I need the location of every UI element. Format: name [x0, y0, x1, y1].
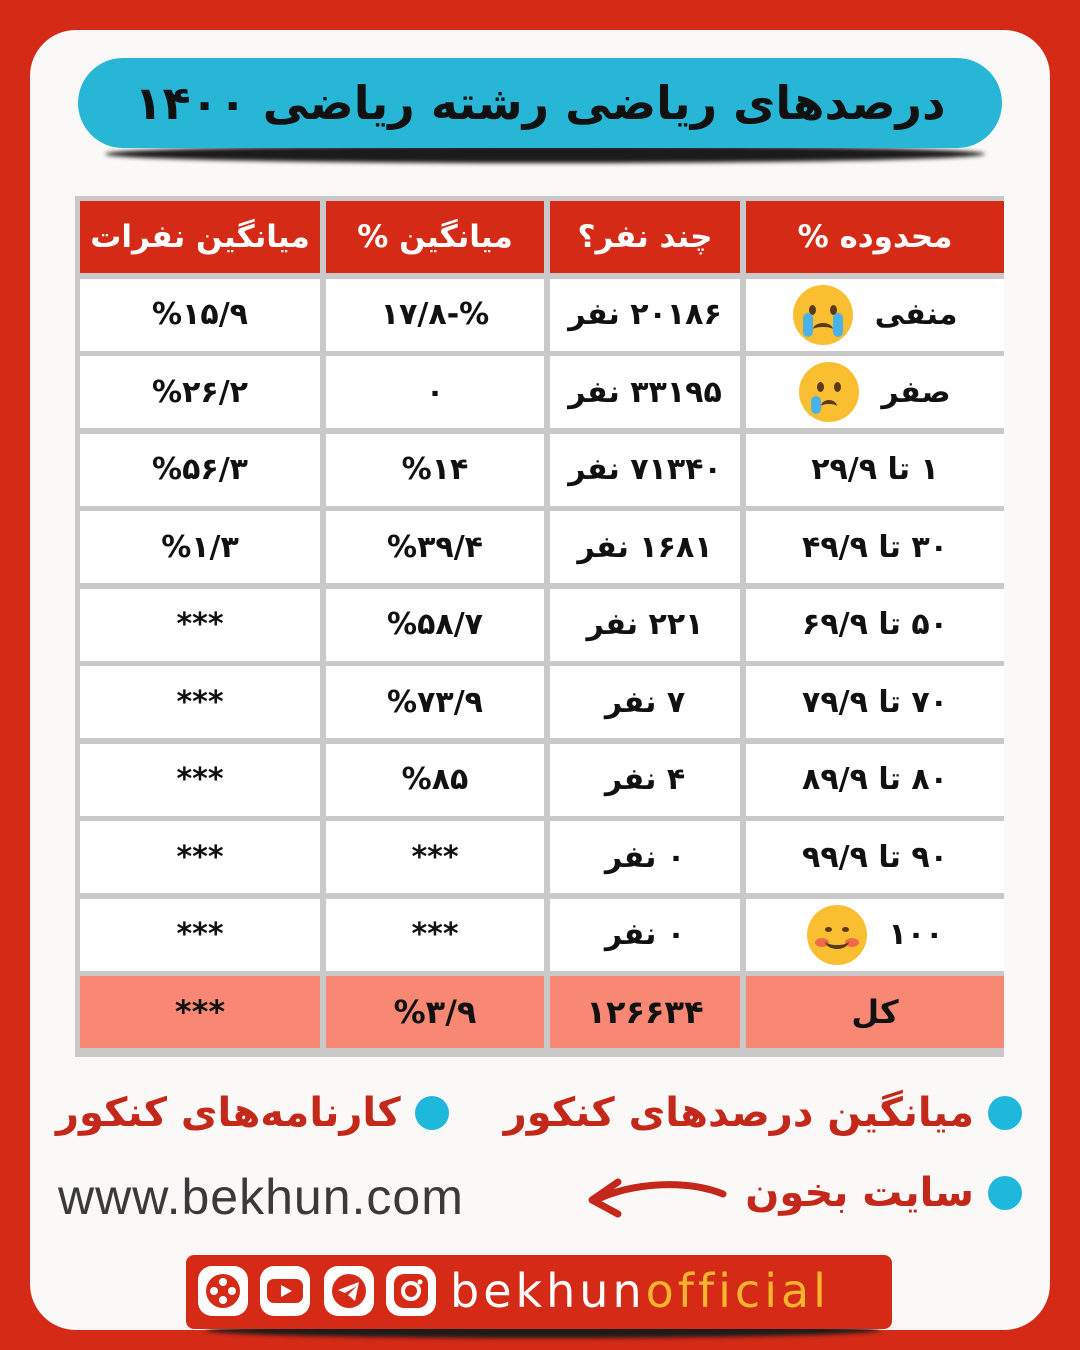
header-avg-percent: میانگین %: [326, 201, 544, 273]
range-label: ۸۰ تا ۸۹/۹: [802, 762, 948, 797]
cell-avg-percent: %۳۹/۴: [326, 511, 544, 583]
cell-count: ۷۱۳۴۰ نفر: [550, 434, 740, 506]
link-report-cards-label: کارنامه‌های کنکور: [56, 1090, 401, 1136]
cell-range: [746, 589, 1004, 661]
brand-part1: bekhun: [450, 1264, 646, 1318]
cell-count: ۴ نفر: [550, 744, 740, 816]
cell-range: [746, 356, 1004, 428]
cell-avg-people: ***: [80, 589, 320, 661]
cell-avg-people: %۱۵/۹: [80, 279, 320, 351]
cell-avg-percent: %۵۸/۷: [326, 589, 544, 661]
cell-count: ۱۶۸۱ نفر: [550, 511, 740, 583]
cell-range: [746, 434, 1004, 506]
total-avg-people: ***: [80, 976, 320, 1048]
sad-tear-face-icon: [799, 362, 859, 422]
link-report-cards[interactable]: [56, 1090, 449, 1136]
total-count: ۱۲۶۶۳۴: [550, 976, 740, 1048]
cell-count: ۳۳۱۹۵ نفر: [550, 356, 740, 428]
link-site[interactable]: [745, 1170, 1022, 1216]
cell-avg-percent: ***: [326, 821, 544, 893]
range-label: صفر: [881, 374, 951, 410]
cell-count: ۲۲۱ نفر: [550, 589, 740, 661]
cell-count: ۰ نفر: [550, 899, 740, 971]
crying-face-icon: [793, 285, 853, 345]
range-label: ۷۰ تا ۷۹/۹: [802, 684, 948, 720]
percent-table: [75, 196, 1004, 1057]
range-label: ۱۰۰: [888, 917, 944, 952]
cell-avg-people: %۵۶/۳: [80, 434, 320, 506]
cell-range: [746, 899, 1004, 971]
link-site-label: سایت بخون: [745, 1170, 974, 1216]
brand-handle: [450, 1262, 830, 1320]
range-label: ۵۰ تا ۶۹/۹: [802, 607, 948, 642]
cell-count: ۰ نفر: [550, 821, 740, 893]
header-avg-people: میانگین نفرات: [80, 201, 320, 273]
cell-range: [746, 511, 1004, 583]
cell-count: ۷ نفر: [550, 666, 740, 738]
telegram-icon[interactable]: [324, 1266, 374, 1316]
bullet-dot-icon: [988, 1176, 1022, 1210]
cell-avg-percent: ***: [326, 899, 544, 971]
page-title: درصدهای ریاضی رشته ریاضی ۱۴۰۰: [78, 58, 1002, 148]
cell-range: [746, 666, 1004, 738]
brand-part2: official: [645, 1264, 830, 1318]
header-range: محدوده %: [746, 201, 1004, 273]
cell-range: [746, 744, 1004, 816]
cell-range: [746, 821, 1004, 893]
cell-avg-percent: %-۱۷/۸: [326, 279, 544, 351]
link-average-percent[interactable]: [504, 1090, 1022, 1136]
cell-count: ۲۰۱۸۶ نفر: [550, 279, 740, 351]
cell-avg-percent: ۰: [326, 356, 544, 428]
cell-avg-people: %۲۶/۲: [80, 356, 320, 428]
total-avg-percent: %۳/۹: [326, 976, 544, 1048]
cell-avg-percent: %۸۵: [326, 744, 544, 816]
cell-avg-percent: %۱۴: [326, 434, 544, 506]
cell-avg-people: %۱/۳: [80, 511, 320, 583]
instagram-icon[interactable]: [386, 1266, 436, 1316]
range-label: ۳۰ تا ۴۹/۹: [802, 529, 948, 565]
website-link[interactable]: www.bekhun.com: [58, 1169, 464, 1225]
smiling-blush-face-icon: [807, 905, 867, 965]
film-reel-icon[interactable]: [198, 1266, 248, 1316]
range-label: ۹۰ تا ۹۹/۹: [802, 839, 948, 875]
cell-range: [746, 279, 1004, 351]
cell-avg-people: ***: [80, 899, 320, 971]
range-label: ۱ تا ۲۹/۹: [811, 452, 939, 487]
cell-avg-people: ***: [80, 821, 320, 893]
cell-avg-people: ***: [80, 744, 320, 816]
arrow-left-icon: [578, 1172, 728, 1222]
link-average-percent-label: میانگین درصدهای کنکور: [503, 1090, 974, 1136]
cell-avg-people: ***: [80, 666, 320, 738]
bullet-dot-icon: [415, 1096, 449, 1130]
header-count: چند نفر؟: [550, 201, 740, 273]
table-grid: [80, 201, 1004, 1048]
total-range: کل: [746, 976, 1004, 1048]
range-label: منفی: [874, 297, 958, 332]
bullet-dot-icon: [988, 1096, 1022, 1130]
cell-avg-percent: %۷۳/۹: [326, 666, 544, 738]
youtube-icon[interactable]: [260, 1266, 310, 1316]
